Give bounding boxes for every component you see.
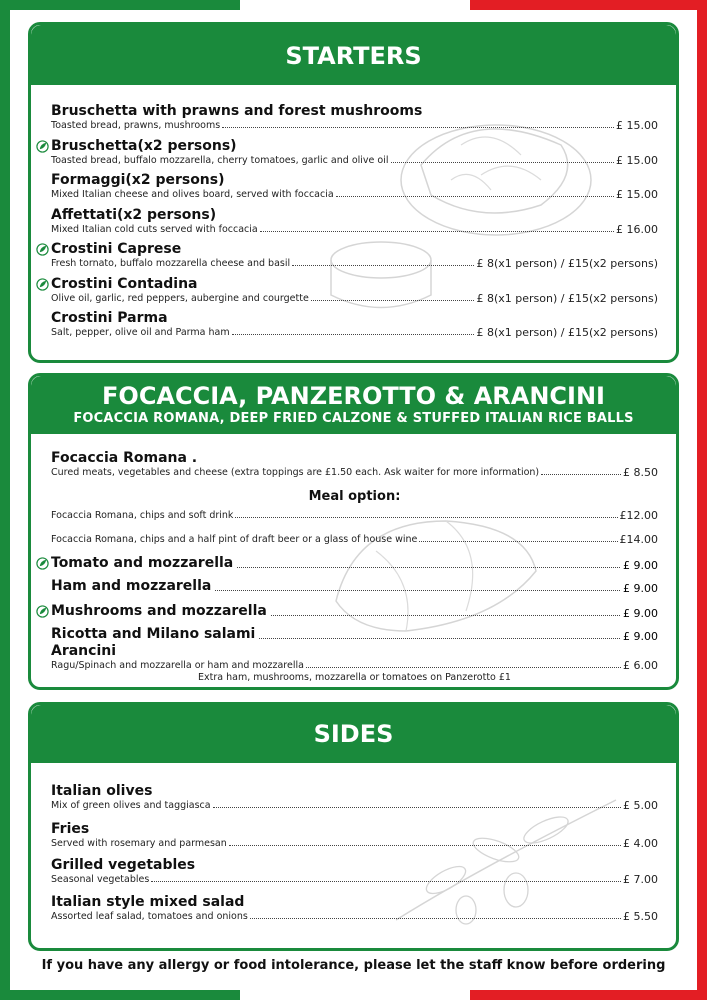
starter-item bbox=[51, 103, 658, 131]
item-desc: Fresh tornato, buffalo mozzarella cheese and basil bbox=[51, 258, 291, 269]
meal-option bbox=[51, 510, 658, 521]
dot-leader bbox=[151, 881, 621, 882]
side-item bbox=[51, 894, 658, 922]
focaccia-header bbox=[31, 376, 676, 434]
item-desc: Mixed Italian cold cuts served with foccacia bbox=[51, 224, 258, 235]
item-desc: Salt, pepper, olive oil and Parma ham bbox=[51, 327, 230, 338]
dot-leader bbox=[222, 127, 614, 128]
starter-item bbox=[51, 241, 658, 269]
dot-leader bbox=[391, 162, 615, 163]
item-line bbox=[51, 874, 658, 885]
item-desc: Toasted bread, prawns, mushrooms bbox=[51, 120, 221, 131]
item-line bbox=[51, 224, 658, 235]
item-name: Ricotta and Milano salami bbox=[51, 626, 256, 642]
item-desc: Mix of green olives and taggiasca bbox=[51, 800, 211, 811]
item-line bbox=[51, 911, 658, 922]
dot-leader bbox=[336, 196, 614, 197]
item-name: Crostini Contadina bbox=[51, 276, 198, 292]
vegetarian-leaf-icon bbox=[36, 605, 49, 618]
item-price: £ 9.00 bbox=[623, 607, 658, 620]
item-price: £12.00 bbox=[619, 509, 658, 522]
starters-header bbox=[31, 25, 676, 85]
item-price: £ 6.00 bbox=[623, 659, 658, 672]
item-desc: Toasted bread, buffalo mozzarella, cherry tomatoes, garlic and olive oil bbox=[51, 155, 389, 166]
flag-border-bottom-red bbox=[470, 990, 697, 1000]
flag-border-right bbox=[697, 0, 707, 1000]
item-line bbox=[51, 603, 658, 620]
item-name: Fries bbox=[51, 821, 90, 837]
item-line bbox=[51, 626, 658, 643]
flag-border-top-white bbox=[240, 0, 470, 10]
starter-item bbox=[51, 276, 658, 304]
focaccia-title: FOCACCIA, PANZEROTTO & ARANCINI bbox=[102, 382, 605, 410]
item-price: £ 8(x1 person) / £15(x2 persons) bbox=[476, 292, 658, 305]
dot-leader bbox=[306, 667, 621, 668]
item-desc: Served with rosemary and parmesan bbox=[51, 838, 227, 849]
item-line bbox=[51, 800, 658, 811]
dot-leader bbox=[292, 265, 474, 266]
meal-option bbox=[51, 534, 658, 545]
allergy-notice: If you have any allergy or food intolerance, please let the staff know before ordering bbox=[41, 958, 666, 973]
item-name: Bruschetta(x2 persons) bbox=[51, 138, 237, 154]
flag-border-top-red bbox=[470, 0, 697, 10]
item-desc: Focaccia Romana, chips and a half pint of draft beer or a glass of house wine bbox=[51, 534, 418, 545]
item-line bbox=[51, 534, 658, 545]
dot-leader bbox=[260, 231, 614, 232]
vegetarian-leaf-icon bbox=[36, 278, 49, 291]
item-name: Crostini Parma bbox=[51, 310, 168, 326]
item-line bbox=[51, 327, 658, 338]
item-desc: Cured meats, vegetables and cheese (extra toppings are £1.50 each. Ask waiter for more information) bbox=[51, 467, 540, 478]
item-price: £ 5.50 bbox=[623, 910, 658, 923]
item-line bbox=[51, 467, 658, 478]
starter-item bbox=[51, 138, 658, 166]
flag-border-bottom-white bbox=[240, 990, 470, 1000]
panzerotto-item bbox=[51, 603, 658, 620]
item-name bbox=[51, 450, 658, 467]
dot-leader bbox=[311, 300, 475, 301]
item-price: £ 7.00 bbox=[623, 873, 658, 886]
starter-item bbox=[51, 310, 658, 338]
item-price: £ 15.00 bbox=[616, 119, 658, 132]
item-price: £ 9.00 bbox=[623, 630, 658, 643]
panzerotto-item bbox=[51, 626, 658, 643]
vegetarian-leaf-icon bbox=[36, 140, 49, 153]
item-desc: Olive oil, garlic, red peppers, aubergine and courgette bbox=[51, 293, 309, 304]
item-name: Arancini bbox=[51, 643, 117, 659]
item-name: Crostini Caprese bbox=[51, 241, 182, 257]
item-desc: Seasonal vegetables bbox=[51, 874, 150, 885]
item-line bbox=[51, 155, 658, 166]
side-item bbox=[51, 857, 658, 885]
dot-leader bbox=[250, 918, 621, 919]
item-name: Affettati(x2 persons) bbox=[51, 207, 217, 223]
item-name: Grilled vegetables bbox=[51, 857, 196, 873]
item-name: Tomato and mozzarella bbox=[51, 555, 234, 571]
starters-panel bbox=[28, 22, 679, 363]
dot-leader bbox=[213, 807, 621, 808]
item-price: £ 15.00 bbox=[616, 188, 658, 201]
panzerotto-item bbox=[51, 578, 658, 595]
item-line bbox=[51, 120, 658, 131]
item-line bbox=[51, 838, 658, 849]
arancini-item bbox=[51, 643, 658, 671]
item-price: £ 4.00 bbox=[623, 837, 658, 850]
sides-title: SIDES bbox=[313, 720, 394, 748]
dot-leader bbox=[235, 517, 617, 518]
vegetarian-leaf-icon bbox=[36, 243, 49, 256]
item-desc: Focaccia Romana, chips and soft drink bbox=[51, 510, 234, 521]
dot-leader bbox=[419, 541, 617, 542]
item-line bbox=[51, 578, 658, 595]
item-name: Italian olives bbox=[51, 783, 153, 799]
focaccia-subtitle: FOCACCIA ROMANA, DEEP FRIED CALZONE & STUFFED ITALIAN RICE BALLS bbox=[73, 411, 634, 426]
dot-leader bbox=[232, 334, 475, 335]
item-name: Italian style mixed salad bbox=[51, 894, 245, 910]
item-price: £ 5.00 bbox=[623, 799, 658, 812]
item-line bbox=[51, 660, 658, 671]
side-item bbox=[51, 821, 658, 849]
item-name: Ham and mozzarella bbox=[51, 578, 212, 594]
item-line bbox=[51, 258, 658, 269]
focaccia-panel bbox=[28, 373, 679, 690]
dot-leader bbox=[541, 474, 621, 475]
dot-leader bbox=[259, 638, 620, 639]
side-item bbox=[51, 783, 658, 811]
item-desc: Ragu/Spinach and mozzarella or ham and mozzarella bbox=[51, 660, 304, 671]
item-price: £ 8(x1 person) / £15(x2 persons) bbox=[476, 257, 658, 270]
item-desc: Assorted leaf salad, tomatoes and onions bbox=[51, 911, 248, 922]
item-line bbox=[51, 293, 658, 304]
item-price: £ 16.00 bbox=[616, 223, 658, 236]
flag-border-left bbox=[0, 0, 10, 1000]
item-line bbox=[51, 555, 658, 572]
item-price: £ 8(x1 person) / £15(x2 persons) bbox=[476, 326, 658, 339]
sides-panel bbox=[28, 702, 679, 951]
starters-title: STARTERS bbox=[285, 42, 422, 70]
focaccia-romana bbox=[51, 450, 658, 478]
item-line bbox=[51, 189, 658, 200]
focaccia-romana-name: Focaccia Romana . bbox=[51, 450, 198, 466]
vegetarian-leaf-icon bbox=[36, 557, 49, 570]
panzerotto-item bbox=[51, 555, 658, 572]
dot-leader bbox=[215, 590, 620, 591]
item-name: Mushrooms and mozzarella bbox=[51, 603, 267, 619]
dot-leader bbox=[271, 615, 620, 616]
item-name: Bruschetta with prawns and forest mushrooms bbox=[51, 103, 423, 119]
item-price: £14.00 bbox=[619, 533, 658, 546]
starter-item bbox=[51, 207, 658, 235]
meal-option-label: Meal option: bbox=[308, 489, 401, 504]
extra-toppings-note: Extra ham, mushrooms, mozzarella or tomatoes on Panzerotto £1 bbox=[198, 672, 511, 683]
starter-item bbox=[51, 172, 658, 200]
item-price: £ 15.00 bbox=[616, 154, 658, 167]
item-price: £ 8.50 bbox=[623, 466, 658, 479]
dot-leader bbox=[229, 845, 621, 846]
item-line bbox=[51, 510, 658, 521]
item-price: £ 9.00 bbox=[623, 559, 658, 572]
sides-header bbox=[31, 705, 676, 763]
dot-leader bbox=[237, 567, 620, 568]
item-desc: Mixed Italian cheese and olives board, served with foccacia bbox=[51, 189, 334, 200]
item-price: £ 9.00 bbox=[623, 582, 658, 595]
item-name: Formaggi(x2 persons) bbox=[51, 172, 225, 188]
